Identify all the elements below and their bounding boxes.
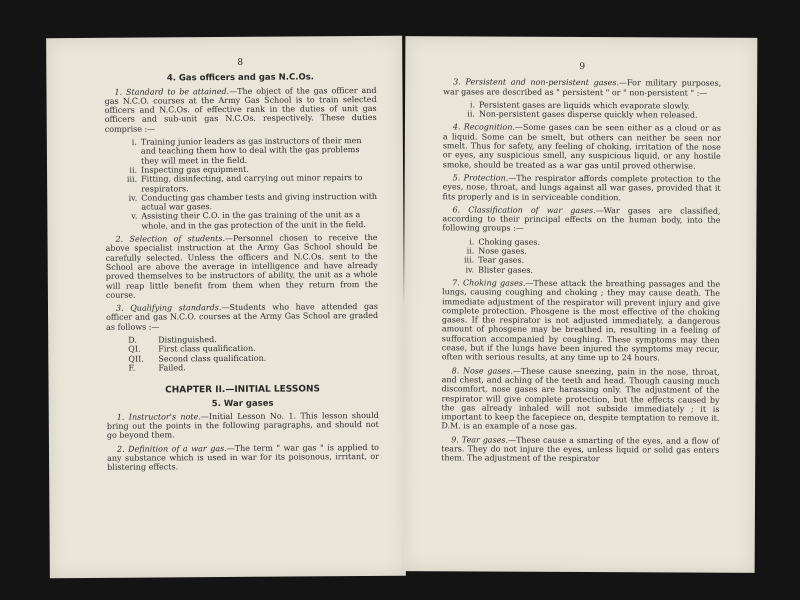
right-page-content bbox=[441, 62, 721, 468]
section-heading: 4. Gas officers and gas N.C.Os. bbox=[166, 72, 315, 84]
right-page bbox=[403, 36, 758, 573]
list-item bbox=[119, 173, 377, 193]
paragraph-lead: 5. Protection. bbox=[452, 173, 509, 183]
paragraph bbox=[106, 302, 378, 332]
paragraph-text: —Students who have attended gas officer and gas N.C.O. courses at the Army Gas School are graded as follows :— bbox=[106, 302, 379, 332]
list-item bbox=[119, 136, 377, 166]
left-page-content bbox=[104, 58, 379, 476]
paragraph bbox=[443, 123, 721, 171]
list-number: ii. bbox=[129, 165, 138, 175]
paragraph-text: —War gases are classified, according to their principal effects on the human body, into the following groups :— bbox=[442, 205, 721, 234]
list-number: i. bbox=[469, 237, 475, 247]
duties-list bbox=[119, 136, 378, 231]
paragraph bbox=[441, 435, 719, 464]
paragraph-lead: 1. Instructor's note. bbox=[116, 411, 201, 422]
grade-text: Failed. bbox=[158, 363, 186, 373]
paragraph bbox=[104, 86, 376, 134]
paragraph-text: —Personnel chosen to receive the above specialist instruction at the Army Gas School should be carefully selected. Unless the officers and N.C.Os. sent to the School are above the average in intelligence and have already proved themselves to be instructors of ability, the unit as a whole will reap little benefit from them when they return from the course. bbox=[105, 232, 378, 300]
paragraph bbox=[443, 173, 721, 202]
paragraph bbox=[442, 278, 720, 363]
list-item bbox=[456, 265, 720, 276]
list-text: Nose gases. bbox=[478, 246, 527, 256]
grade-text: Distinguished. bbox=[158, 335, 217, 345]
paragraph-lead: 9. Tear gases. bbox=[451, 435, 509, 445]
grades-list bbox=[106, 334, 378, 373]
list-number: i. bbox=[469, 100, 476, 110]
paragraph-lead: 8. Nose gases. bbox=[451, 365, 513, 376]
page-number: 8 bbox=[237, 57, 244, 68]
chapter-heading: CHAPTER II.—INITIAL LESSONS bbox=[165, 384, 321, 396]
list-item bbox=[457, 110, 721, 121]
paragraph-text: —For military purposes, war gases are described as " persistent " or " non-persistent " :— bbox=[443, 78, 722, 98]
grade-text: First class qualification. bbox=[158, 344, 256, 354]
list-text: Fitting, disinfecting, and carrying out minor repairs to respirators. bbox=[141, 173, 363, 194]
grade-code: F. bbox=[128, 363, 136, 373]
list-number: iii. bbox=[463, 255, 475, 265]
paragraph-lead: 4. Recognition. bbox=[452, 122, 515, 133]
paragraph bbox=[107, 443, 379, 473]
paragraph-text: —Initial Lesson No. 1. This lesson should bring out the points in the following paragraphs, and should not go beyond them. bbox=[106, 410, 379, 441]
paragraph-text: —Some gases can be seen either as a cloud or as a liquid. Some can be smelt, but others can neither be seen nor smelt. Thus for safety, any feeling of choking, irritation of the nose or eyes, any suspicious smell, any suspicious liquid, or any hostile smoke, should be treated as a war gas until proved otherwise. bbox=[442, 123, 721, 171]
list-number: ii. bbox=[466, 246, 475, 256]
list-number: iv. bbox=[128, 193, 138, 203]
list-item bbox=[119, 192, 377, 212]
list-number: i. bbox=[131, 137, 137, 147]
list-text: Training junior leaders as gas instructors of their men and teaching them how to deal with the gas problems they will meet in the field. bbox=[140, 136, 362, 166]
list-number: iii. bbox=[126, 174, 138, 184]
paragraph-lead: 7. Choking gases. bbox=[452, 278, 526, 288]
paragraph bbox=[442, 205, 720, 234]
paragraph-text: —These cause sneezing, pain in the nose, throat, and chest, and aching of the teeth and head. Though causing much discomfort, nose gases are harassing only. The adjustment of the respirator will give complete protection, but the effects caused by the gas already inhaled will not subside immediately ; it is important to keep the facepiece on, despite temptation to remove it. D.M. is an example of a nose gas. bbox=[441, 366, 720, 432]
list-number: v. bbox=[131, 212, 138, 222]
list-text: Choking gases. bbox=[478, 237, 541, 247]
list-text: Non-persistent gases disperse quickly when released. bbox=[478, 109, 698, 120]
persistence-list bbox=[457, 100, 721, 120]
paragraph-lead: 3. Persistent and non-persistent gases. bbox=[453, 77, 620, 88]
paragraph-text: —The term " war gas " is applied to any substance which is used in war for its poisonous, irritant, or blistering effects. bbox=[107, 442, 380, 473]
paragraph bbox=[107, 411, 379, 441]
list-text: Persistent gases are liquids which evaporate slowly. bbox=[479, 100, 690, 111]
paragraph-lead: 2. Selection of students. bbox=[115, 234, 226, 244]
paragraph-text: —The respirator affords complete protection to the eyes, nose, throat, and lungs against all war gases, provided that it fits properly and is in serviceable condition. bbox=[442, 173, 721, 202]
paragraph-lead: 2. Definition of a war gas. bbox=[116, 443, 227, 454]
grade-code: D. bbox=[128, 335, 137, 345]
list-text: Inspecting gas equipment. bbox=[141, 164, 249, 175]
list-number: ii. bbox=[467, 109, 476, 119]
paragraph-text: —These attack the breathing passages and the lungs, causing coughing and choking ; they may cause death. The immediate adjustment of the respirator will prevent injury and give complete protection. Phosgene is the most effective of the choking gases. If the respirator is not adjusted immediately, a dangerous amount of phosgene may be breathed in, resulting in a feeling of suffocation accompanied by coughing. These symptoms may then cease, but if the lungs have been injured the symptoms may recur, often with serious results, at any time up to 24 hours. bbox=[441, 278, 721, 363]
paragraph bbox=[443, 78, 721, 98]
grade-code: QII. bbox=[128, 354, 144, 364]
left-page bbox=[46, 36, 406, 578]
paragraph-text: —These cause a smarting of the eyes, and a flow of tears. They do not injure the eyes, unless liquid or solid gas enters them. The adjustment of the respirator bbox=[441, 435, 720, 464]
list-text: Conducting gas chamber tests and giving instruction with actual war gases. bbox=[141, 191, 378, 212]
grade-code: QI. bbox=[128, 344, 141, 354]
list-item bbox=[119, 210, 377, 230]
list-text: Tear gases. bbox=[478, 255, 525, 266]
groups-list bbox=[456, 237, 720, 276]
paragraph bbox=[105, 233, 377, 300]
list-text: Blister gases. bbox=[478, 265, 534, 275]
section-heading: 5. War gases bbox=[211, 398, 274, 409]
paragraph-lead: 1. Standard to be attained. bbox=[114, 86, 230, 97]
paragraph bbox=[441, 366, 719, 433]
grade-text: Second class qualification. bbox=[158, 353, 267, 364]
list-text: Assisting their C.O. in the gas training of the unit as a whole, and in the gas protection of the unit in the field. bbox=[141, 210, 366, 231]
paragraph-lead: 3. Qualifying standards. bbox=[115, 303, 222, 313]
grade-item bbox=[128, 362, 378, 373]
list-number: iv. bbox=[465, 265, 475, 275]
paragraph-text: —The object of the gas officer and gas N.C.O. courses at the Army Gas School is to train selected officers and N.C.Os. of effective rank in the duties of unit gas officers and sub-unit gas N.C.Os. respectively. These duties comprise :— bbox=[104, 85, 377, 134]
paragraph-lead: 6. Classification of war gases. bbox=[452, 205, 596, 215]
page-number: 9 bbox=[579, 61, 586, 73]
